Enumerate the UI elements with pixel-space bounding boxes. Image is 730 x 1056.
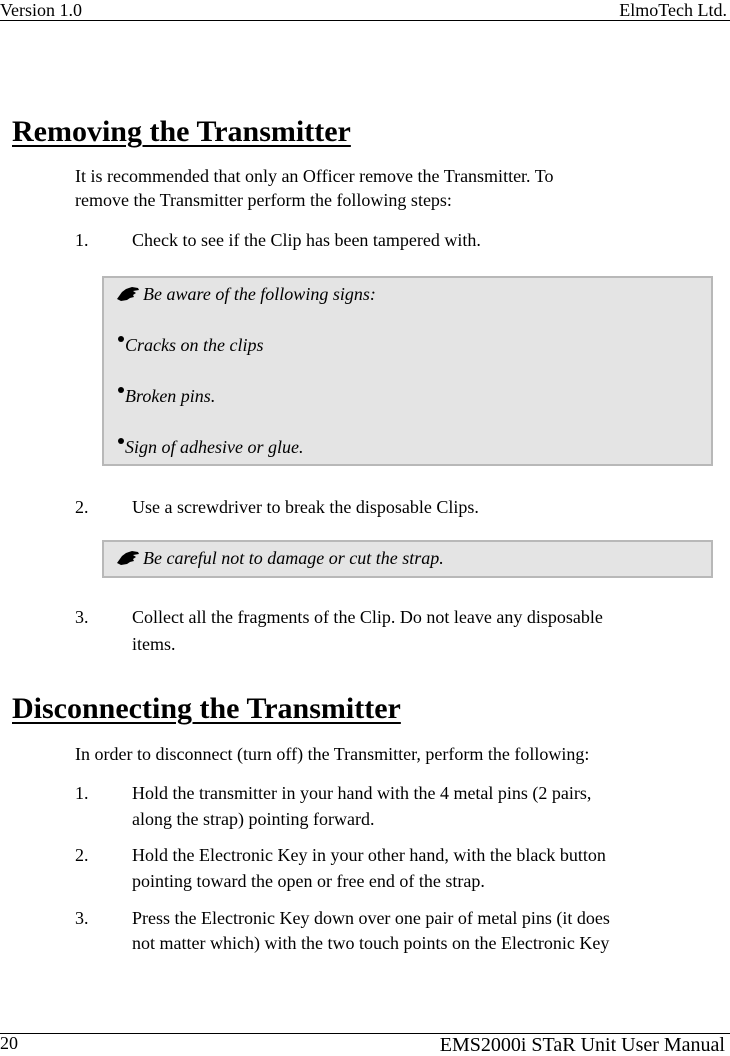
- step-text: Hold the transmitter in your hand with the 4 metal pins (2 pairs,: [132, 783, 592, 803]
- intro-line-1: It is recommended that only an Officer remove the Transmitter. To: [75, 166, 554, 186]
- section-title-disconnecting: Disconnecting the Transmitter: [12, 692, 401, 725]
- step-text: Hold the Electronic Key in your other hand, with the black button: [132, 845, 606, 865]
- step-number: 1.: [75, 230, 89, 250]
- step-number: 1.: [75, 783, 89, 803]
- step-text-cont: pointing toward the open or free end of the strap.: [132, 871, 485, 891]
- pointing-hand-icon: [116, 550, 140, 566]
- bullet-dot-icon: [118, 336, 124, 342]
- note-text: [116, 548, 444, 569]
- page-number: 20: [0, 1033, 18, 1053]
- step-number: 2.: [75, 845, 89, 865]
- note-heading-text: Be aware of the following signs:: [143, 284, 376, 304]
- step-number: 3.: [75, 908, 89, 928]
- note-bullet: [118, 335, 263, 356]
- note-strap-text: Be careful not to damage or cut the strap.: [143, 548, 444, 568]
- header-version: Version 1.0: [0, 0, 82, 20]
- step-number: 2.: [75, 497, 89, 517]
- note-heading: [116, 284, 376, 305]
- header-company: ElmoTech Ltd.: [619, 0, 727, 20]
- step-text-cont: items.: [132, 634, 176, 654]
- step-number: 3.: [75, 607, 89, 627]
- note-box-signs: [102, 276, 713, 466]
- pointing-hand-icon: [116, 286, 140, 302]
- section2-intro: In order to disconnect (turn off) the Transmitter, perform the following:: [75, 744, 590, 764]
- bullet-dot-icon: [118, 387, 124, 393]
- step-text: Check to see if the Clip has been tampered with.: [132, 230, 481, 250]
- step-text-cont: not matter which) with the two touch points on the Electronic Key: [132, 933, 610, 953]
- note-bullet-text: Sign of adhesive or glue.: [125, 437, 304, 457]
- footer-title: EMS2000i STaR Unit User Manual: [439, 1034, 725, 1056]
- note-bullet-text: Broken pins.: [125, 386, 216, 406]
- step-text-cont: along the strap) pointing forward.: [132, 809, 375, 829]
- intro-line-2: remove the Transmitter perform the following steps:: [75, 190, 452, 210]
- note-bullet: [118, 437, 303, 458]
- section-title-removing: Removing the Transmitter: [12, 115, 351, 148]
- bullet-dot-icon: [118, 438, 124, 444]
- note-bullet: [118, 386, 215, 407]
- step-text: Use a screwdriver to break the disposable Clips.: [132, 497, 479, 517]
- note-bullet-text: Cracks on the clips: [125, 335, 264, 355]
- step-text: Collect all the fragments of the Clip. Do not leave any disposable: [132, 607, 603, 627]
- header-rule: [0, 20, 730, 21]
- step-text: Press the Electronic Key down over one pair of metal pins (it does: [132, 908, 610, 928]
- note-box-strap: [102, 540, 713, 578]
